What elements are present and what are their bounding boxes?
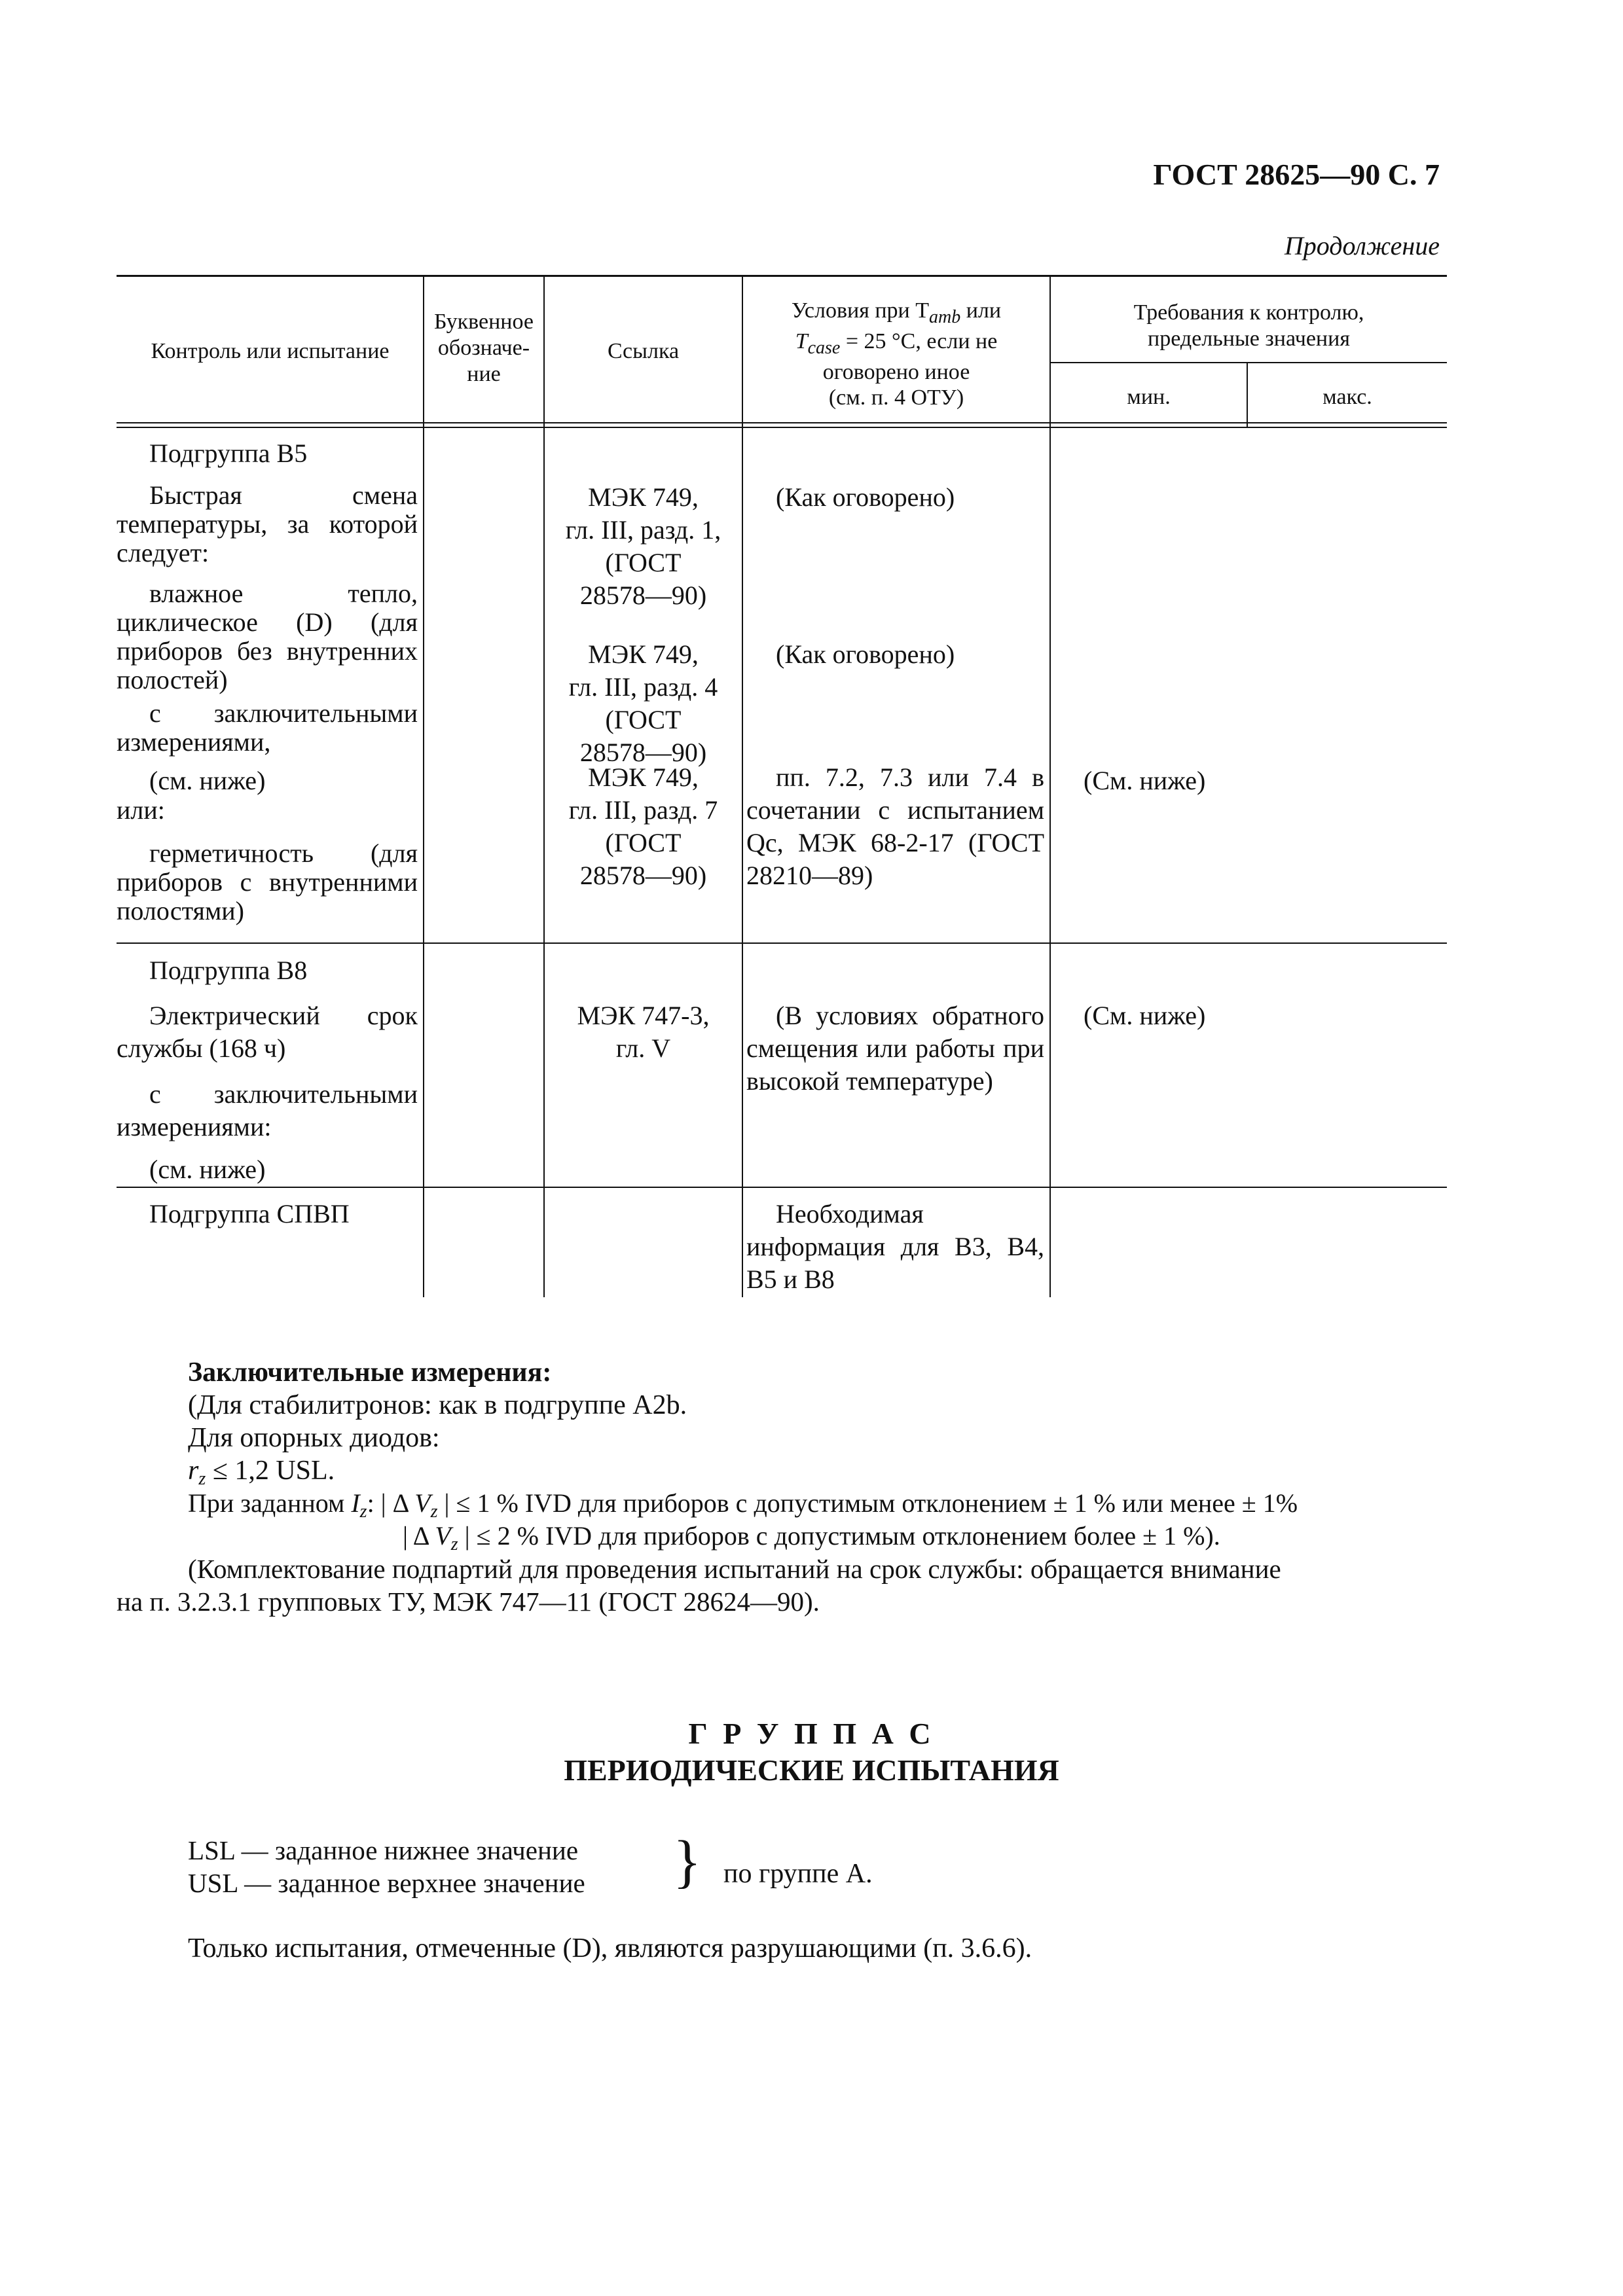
final-line-1: (Для стабилитронов: как в подгруппе A2b.	[188, 1390, 687, 1420]
b8-test-1: Электрический срок службы (168 ч)	[117, 1001, 418, 1063]
column-header-min: мин.	[1127, 385, 1171, 409]
subgroup-spvp-title: Подгруппа СПВП	[149, 1199, 350, 1229]
b5-test-5: или:	[117, 795, 165, 825]
subgroup-b8-title: Подгруппа B8	[149, 956, 308, 985]
b5-reference-3: МЭК 749, гл. III, разд. 7 (ГОСТ 28578—90)	[568, 762, 718, 890]
b5-min-3: (См. ниже)	[1084, 766, 1206, 795]
column-header-conditions: Условия при $T_{amb}$ или $T_{case} = 25$ °C, если не оговорено иное (см. п. 4 ОТУ)	[791, 298, 1002, 410]
final-line-3: $r_z \le 1,2$ USL.	[188, 1456, 335, 1489]
column-header-letter: Буквенное обозначе- ние	[433, 310, 534, 386]
b5-test-1: Быстрая смена температуры, за которой следует:	[117, 480, 418, 567]
brace: }	[673, 1829, 702, 1894]
b5-reference-1: МЭК 749, гл. III, разд. 1, (ГОСТ 28578—90)	[565, 482, 721, 610]
b5-condition-3: пп. 7.2, 7.3 или 7.4 в сочетании с испытанием Qc, МЭК 68-2-17 (ГОСТ 28210—89)	[746, 762, 1044, 890]
b5-reference-2: МЭК 749, гл. III, разд. 4 (ГОСТ 28578—90)	[568, 639, 718, 767]
b8-test-3: (см. ниже)	[149, 1155, 266, 1184]
final-line-7: на п. 3.2.3.1 групповых ТУ, МЭК 747—11 (ГОСТ 28624—90).	[117, 1587, 820, 1617]
column-header-requirements: Требования к контролю, предельные значения	[1133, 300, 1364, 351]
group-subtitle: ПЕРИОДИЧЕСКИЕ ИСПЫТАНИЯ	[564, 1753, 1059, 1787]
column-header-reference: Ссылка	[607, 339, 680, 363]
by-group-a: по группе А.	[723, 1859, 873, 1889]
final-measurements-heading: Заключительные измерения:	[188, 1357, 552, 1388]
final-line-2: Для опорных диодов:	[188, 1423, 440, 1453]
subgroup-b5-title: Подгруппа B5	[149, 439, 308, 468]
b8-condition: (В условиях обратного смещения или работы при высокой температуре)	[746, 1001, 1044, 1096]
b5-condition-2: (Как оговорено)	[776, 639, 955, 669]
b5-test-3: с заключительными измерениями,	[117, 698, 418, 757]
spvp-condition: Необходимая информация для B3, B4, B5 и B8	[746, 1199, 1044, 1294]
b8-test-2: с заключительными измерениями:	[117, 1079, 418, 1141]
destructive-tests-note: Только испытания, отмеченные (D), являются разрушающими (п. 3.6.6).	[188, 1933, 1032, 1964]
final-line-5: | Δ $V_z$ | ≤ 2 % IVD для приборов с допустимым отклонением более ± 1 %).	[403, 1521, 1220, 1554]
b5-test-4: (см. ниже)	[149, 766, 266, 795]
document-id: ГОСТ 28625—90 С. 7	[1153, 158, 1440, 191]
column-header-control: Контроль или испытание	[151, 339, 390, 363]
b5-test-6: герметичность (для приборов с внутренними полостями)	[117, 838, 418, 925]
b8-min: (См. ниже)	[1084, 1001, 1206, 1030]
continuation-label: Продолжение	[1284, 231, 1440, 260]
usl-definition: USL — заданное верхнее значение	[188, 1868, 585, 1898]
b5-test-2: влажное тепло, циклическое (D) (для приборов без внутренних полостей)	[117, 579, 418, 694]
lsl-definition: LSL — заданное нижнее значение	[188, 1835, 579, 1865]
final-line-4: При заданном $I_z$: | Δ $V_z$ | ≤ 1 % IVD для приборов с допустимым отклонением ± 1 % или менее ± 1%	[188, 1488, 1298, 1522]
group-title: Г Р У П П А С	[688, 1717, 935, 1750]
column-header-max: макс.	[1322, 385, 1372, 409]
b5-condition-1: (Как оговорено)	[776, 482, 955, 512]
final-line-6: (Комплектование подпартий для проведения испытаний на срок службы: обращается внимание	[188, 1554, 1281, 1584]
b8-reference: МЭК 747-3, гл. V	[577, 1001, 710, 1063]
